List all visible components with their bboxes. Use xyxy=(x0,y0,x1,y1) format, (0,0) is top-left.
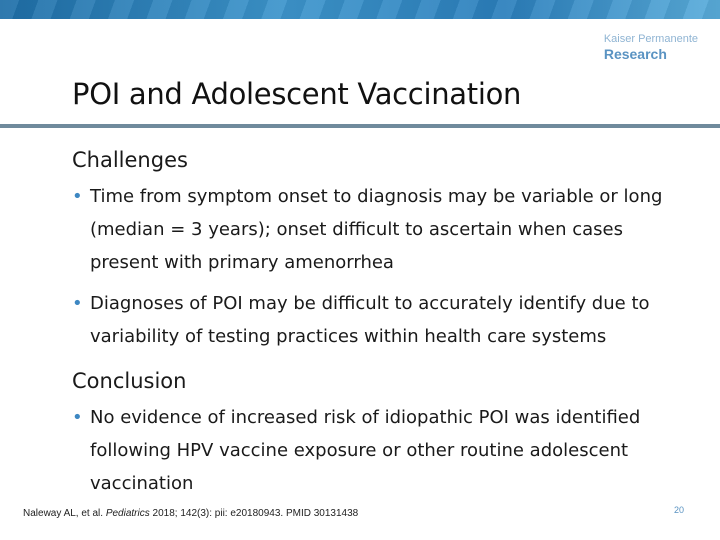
title-divider xyxy=(0,124,720,128)
bullet-item xyxy=(72,180,672,279)
brand-subname: Research xyxy=(603,46,667,62)
citation-authors: Naleway AL, et al. xyxy=(23,508,104,519)
citation-journal: Pediatrics xyxy=(105,508,150,519)
section-heading: Challenges xyxy=(72,148,188,172)
section-conclusion xyxy=(72,367,672,500)
brand-name: Kaiser Permanente xyxy=(603,33,698,45)
bullet-dot-icon: • xyxy=(72,186,83,207)
header-band xyxy=(0,0,720,19)
bullet-dot-icon: • xyxy=(72,293,83,314)
citation-footer xyxy=(23,508,358,519)
citation-details: 2018; 142(3): pii: e20180943. PMID 30131438 xyxy=(152,508,359,519)
slide-body xyxy=(72,146,672,508)
bullet-item xyxy=(72,287,672,353)
page-number: 20 xyxy=(673,505,684,515)
bullet-text: Diagnoses of POI may be difficult to accurately identify due to variability of testing practices within health care systems xyxy=(90,293,650,347)
bullet-item xyxy=(72,401,672,500)
bullet-text: Time from symptom onset to diagnosis may be variable or long (median = 3 years); onset difficult to ascertain when cases present with primary amenorrhea xyxy=(90,186,663,273)
bullet-text: No evidence of increased risk of idiopathic POI was identified following HPV vaccine exposure or other routine adolescent vaccination xyxy=(90,407,641,494)
section-challenges xyxy=(72,146,672,353)
bullet-dot-icon: • xyxy=(72,407,83,428)
section-heading: Conclusion xyxy=(72,369,187,393)
brand-logo xyxy=(604,33,698,62)
slide-title: POI and Adolescent Vaccination xyxy=(72,77,522,111)
